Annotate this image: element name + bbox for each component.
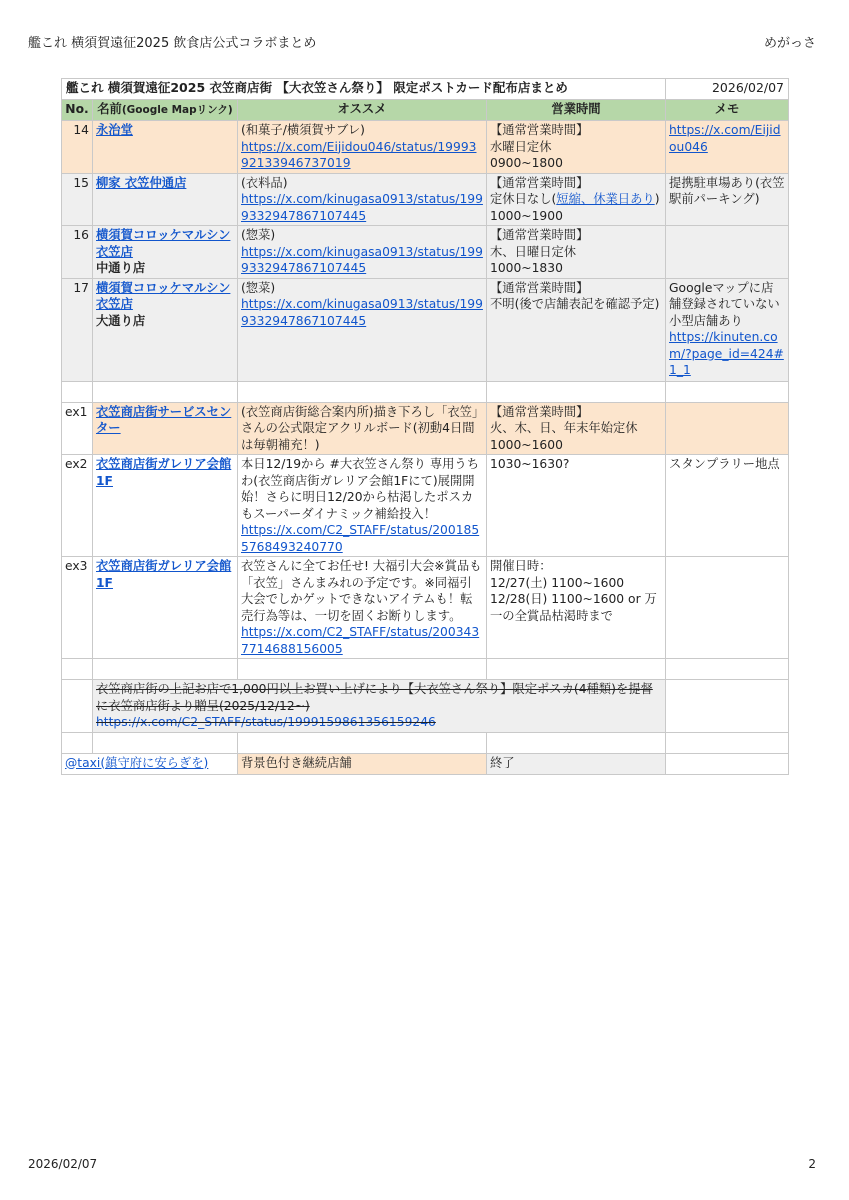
shop-name <box>93 173 238 226</box>
hours-cell <box>487 173 666 226</box>
table-row <box>62 278 789 381</box>
hours-cell <box>487 121 666 174</box>
hours-cell: 1030~1630? <box>487 455 666 557</box>
recommend-text: 衣笠さんに全てお任せ! 大福引大会※賞品も「衣笠」さんまみれの予定です。※同福引大会でしかゲットできないアイテムも！転売行為等は、一切を固くお断りします。 <box>241 559 482 623</box>
notice-text: 衣笠商店街の上記お店で1,000円以上お買い上げにより【大衣笠さん祭り】限定ポスカ(4種類)を提督に衣笠商店街より贈呈(2025/12/12~) <box>96 682 653 713</box>
shop-branch: 大通り店 <box>96 313 146 328</box>
spacer-row <box>62 659 789 680</box>
col-name-label: 名前 <box>97 102 122 116</box>
hours-closed <box>490 191 662 208</box>
shop-name <box>93 278 238 381</box>
hours-closed: 火、木、日、年末年始定休 <box>490 421 638 435</box>
shop-map-link[interactable]: 衣笠商店街ガレリア会館1F <box>96 559 232 590</box>
hours-label: 開催日時： <box>490 559 552 573</box>
table-row <box>62 455 789 557</box>
table-header-row <box>62 100 789 121</box>
table-row <box>62 402 789 455</box>
page-footer-date: 2026/02/07 <box>28 1157 98 1171</box>
memo-cell: 提携駐車場あり(衣笠駅前パーキング) <box>666 173 789 226</box>
recommend-link[interactable]: https://x.com/kinugasa0913/status/1999332947867107445 <box>241 192 483 223</box>
recommend-link[interactable]: https://x.com/C2_STAFF/status/2003437714688156005 <box>241 625 480 656</box>
memo-cell <box>666 278 789 381</box>
hours-day1: 12/27(土) 1100~1600 <box>490 575 625 590</box>
recommend-cell <box>238 121 487 174</box>
hours-closed-text: 定休日なし( <box>490 192 557 206</box>
shop-map-link[interactable]: 柳家 衣笠仲通店 <box>96 175 187 190</box>
table-row <box>62 121 789 174</box>
hours-closed: 不明(後で店舗表記を確認予定) <box>490 297 660 311</box>
recommend-link[interactable]: https://x.com/kinugasa0913/status/1999332947867107445 <box>241 244 483 275</box>
hours-time: 0900~1800 <box>490 156 563 170</box>
hours-time: 1000~1600 <box>490 437 563 452</box>
hours-time: 1000~1900 <box>490 208 563 223</box>
table-row <box>62 226 789 279</box>
row-number: ex1 <box>62 402 93 455</box>
memo-link[interactable]: https://x.com/Eijidou046 <box>669 123 781 154</box>
shop-name <box>93 557 238 659</box>
page-header-title: 艦これ 横須賀遠征2025 飲食店公式コラボまとめ <box>28 36 317 51</box>
recommend-cell <box>238 173 487 226</box>
table-row <box>62 557 789 659</box>
recommend-link[interactable]: https://x.com/C2_STAFF/status/2001855768493240770 <box>241 523 480 554</box>
spacer-row <box>62 732 789 753</box>
row-number: 16 <box>62 226 93 279</box>
recommend-link[interactable]: https://x.com/Eijidou046/status/1999392133946737019 <box>241 139 477 170</box>
hours-cell <box>487 557 666 659</box>
recommend-cell <box>238 455 487 557</box>
recommend-cell <box>238 557 487 659</box>
shop-name <box>93 226 238 279</box>
col-memo: メモ <box>666 100 789 121</box>
memo-cell <box>666 557 789 659</box>
hours-closed: 水曜日定休 <box>490 139 552 154</box>
hours-label: 【通常営業時間】 <box>490 175 589 190</box>
col-hours: 営業時間 <box>487 100 666 121</box>
table-date: 2026/02/07 <box>666 79 789 100</box>
shop-map-link[interactable]: 衣笠商店街ガレリア会館1F <box>96 457 232 488</box>
col-no: No. <box>62 100 93 121</box>
shop-name <box>93 121 238 174</box>
col-recommend: オススメ <box>238 100 487 121</box>
hours-label: 【通常営業時間】 <box>490 228 589 242</box>
notice-row <box>62 680 789 733</box>
col-name-sub: (Google Mapリンク) <box>121 104 233 116</box>
memo-cell <box>666 402 789 455</box>
notice-cell <box>93 680 666 733</box>
shop-table <box>61 78 789 775</box>
shop-map-link[interactable]: 衣笠商店街サービスセンター <box>96 404 232 435</box>
shop-map-link[interactable]: 横須賀コロッケマルシン衣笠店 <box>96 228 231 259</box>
hours-closed: 木、日曜日定休 <box>490 244 577 259</box>
row-number: ex2 <box>62 455 93 557</box>
memo-text: Googleマップに店舗登録されていない小型店舗あり <box>669 280 780 328</box>
legend-row <box>62 753 789 774</box>
notice-link[interactable]: https://x.com/C2_STAFF/status/1999159861356159246 <box>96 715 436 729</box>
hours-time: 1000~1830 <box>490 261 563 275</box>
page-number: 2 <box>808 1157 816 1171</box>
recommend-cell: (衣笠商店街総合案内所)描き下ろし「衣笠」さんの公式限定アクリルボード(初動4日間は毎朝補充！) <box>238 402 487 455</box>
shop-map-link[interactable]: 横須賀コロッケマルシン衣笠店 <box>96 280 231 311</box>
row-number: ex3 <box>62 557 93 659</box>
memo-cell <box>666 226 789 279</box>
recommend-text: (惣菜) <box>241 228 276 242</box>
row-number: 14 <box>62 121 93 174</box>
legend-ended: 終了 <box>487 753 666 774</box>
recommend-cell <box>238 278 487 381</box>
legend-colored: 背景色付き継続店舗 <box>238 753 487 774</box>
recommend-text: 本日12/19から #大衣笠さん祭り 専用うちわ(衣笠商店街ガレリア会館1Fにて)展開開始！さらに明日12/20から枯渇したポスカもスーパーダイナミック補給投入！ <box>241 457 480 521</box>
hours-label: 【通常営業時間】 <box>490 404 589 419</box>
hours-label: 【通常営業時間】 <box>490 280 589 295</box>
row-number: 17 <box>62 278 93 381</box>
memo-cell: スタンプラリー地点 <box>666 455 789 557</box>
row-number: 15 <box>62 173 93 226</box>
hours-label: 【通常営業時間】 <box>490 123 589 137</box>
author-link[interactable]: @taxi(鎮守府に安らぎを) <box>65 755 209 770</box>
shop-map-link[interactable]: 永治堂 <box>96 123 133 137</box>
page-header-author: めがっさ <box>763 36 816 51</box>
spacer-row <box>62 381 789 402</box>
memo-cell <box>666 121 789 174</box>
hours-cell <box>487 402 666 455</box>
table-title: 艦これ 横須賀遠征2025 衣笠商店街 【大衣笠さん祭り】 限定ポストカード配布店まとめ <box>62 79 666 100</box>
table-title-row <box>62 79 789 100</box>
shop-name <box>93 402 238 455</box>
recommend-text: (惣菜) <box>241 280 276 295</box>
shop-branch: 中通り店 <box>96 261 146 275</box>
hours-day2: 12/28(日) 1100~1600 or 万一の全賞品枯渇時まで <box>490 592 657 623</box>
table-row <box>62 173 789 226</box>
recommend-text: (衣料品) <box>241 175 288 190</box>
recommend-text: (和菓子/横須賀サブレ) <box>241 123 365 137</box>
shop-name <box>93 455 238 557</box>
legend-author-cell <box>62 753 238 774</box>
col-name <box>93 100 238 121</box>
hours-holiday-link[interactable]: 短縮、休業日あり <box>556 192 655 206</box>
hours-cell <box>487 226 666 279</box>
hours-closed-end: ) <box>654 192 660 206</box>
memo-link[interactable]: https://kinuten.com/?page_id=424#1_1 <box>669 330 784 377</box>
hours-cell <box>487 278 666 381</box>
recommend-cell <box>238 226 487 279</box>
recommend-link[interactable]: https://x.com/kinugasa0913/status/1999332947867107445 <box>241 297 483 328</box>
